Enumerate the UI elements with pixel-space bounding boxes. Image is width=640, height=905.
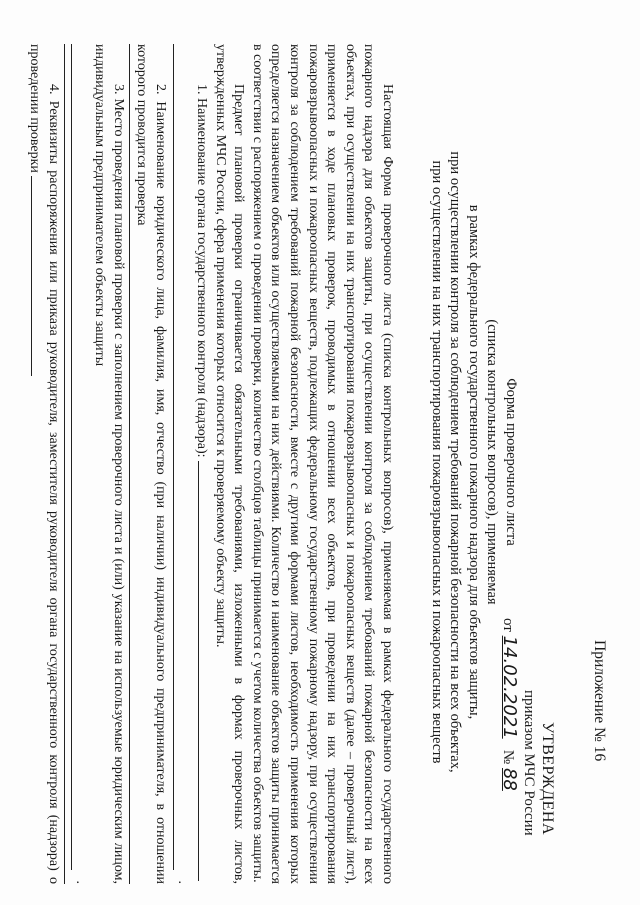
item-2: 2. Наименование юридического лица, фамилия, имя, отчество (при наличии) индивидуального предпринимателя, в отношении которого проводится проверка (134, 44, 168, 884)
separator-line (64, 44, 65, 884)
title-line-2: (списка контрольных вопросов), применяемая (484, 319, 501, 605)
item-4-fill-line[interactable] (31, 176, 32, 376)
annex-number: Приложение № 16 (591, 640, 608, 762)
item-3: 3. Место проведения плановой проверки с заполнением проверочного листа и (или) указание на используемые юридическим лицом, индивидуальным предпринимателем объекты защиты (92, 44, 126, 884)
item-1-fill-line[interactable] (198, 461, 199, 881)
handwritten-date: 14.02.2021 (499, 635, 520, 739)
item-1-label: 1. Наименование органа государственного контроля (надзора): (194, 84, 210, 458)
scope-paragraph: Предмет плановой проверки ограничивается обязательными требованиями, изложенными в формах проверочных листов, утвержденных МЧС России, сфера применения которых относится к проверяемому объекту защиты. (212, 44, 247, 884)
handwritten-number: 88 (499, 767, 520, 791)
item-4-label: 4. Реквизиты распоряжения или приказа руководителя, заместителя руководителя органа государственного контроля (надзора) о проведении проверки (27, 44, 61, 884)
title-line-3: в рамках федерального государственного пожарного надзора для объектов защиты, (466, 204, 482, 720)
item-3-period: . (73, 880, 89, 884)
item-1-period: . (175, 880, 191, 884)
date-prefix: от (500, 618, 516, 632)
approved-heading: УТВЕРЖДЕНА (539, 722, 556, 836)
intro-paragraph: Настоящая Форма проверочного листа (списка контрольных вопросов), применяемая в рамках федерального государственного пожарного надзора для объектов защиты, при осуществлении контроля за соблюдением требований пожарной безопасности на всех объектах, при осуществлении на них транспортирования пожаровзрывоопасных и пожароопасных веществ (далее – проверочный лист), применяется в ходе плановых проверок, проводимых в отношении всех объектов, при проведении на них транспортирования пожаровзрывоопасных и пожароопасных веществ, подлежащих федеральному государственному пожарному надзору, при осуществлении контроля за соблюдением требований пожарной безопасности, вместе с другими формами листов, необходимость применения которых определяется назначением объектов или осуществляемыми на них действиями. Количество и наименование объектов защиты принимается в соответствии с распоряжением о проведении проверки, количество столбцов таблицы принимается с учетом количества объектов защиты. (249, 44, 395, 884)
item-3-continuation (71, 44, 90, 884)
number-prefix: № (500, 749, 516, 765)
form-title (428, 112, 521, 812)
document-body (25, 44, 396, 884)
item-1 (191, 44, 210, 884)
title-line-5: при осуществлении на них транспортирования пожаровзрывоопасных и пожароопасных веществ (429, 160, 445, 764)
item-2-fill-line (129, 44, 130, 884)
item-4 (25, 44, 62, 884)
title-line-1: Форма проверочного листа (503, 378, 519, 546)
order-reference: приказом МЧС России (521, 690, 537, 836)
item-3-fill-line[interactable] (71, 44, 90, 870)
title-line-4: при осуществлении контроля за соблюдением требований пожарной безопасности на всех объектах, (447, 151, 464, 773)
item-1-continuation (173, 44, 192, 884)
item-1-fill-line-2[interactable] (173, 44, 192, 870)
